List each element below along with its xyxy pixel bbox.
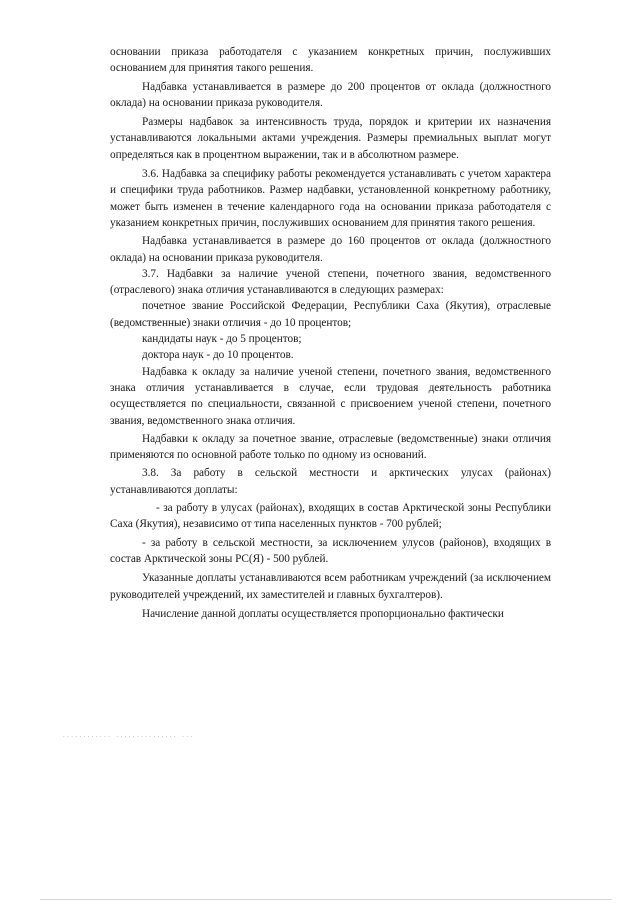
list-item-honorary-title: почетное звание Российской Федерации, Республики Саха (Якутия), отраслевые (ведомственные) знаки отличия - до 10 процентов; [110, 300, 551, 329]
paragraph-accrual: Начисление данной доплаты осуществляется пропорционально фактически [142, 607, 504, 620]
page-bottom-rule [40, 899, 612, 900]
list-item-arctic: - за работу в улусах (районах), входящих в состав Арктической зоны Республики Саха (Якутия), независимо от типа населенных пунктов - 700 рублей; [110, 502, 551, 531]
list-item-candidates: кандидаты наук - до 5 процентов; [142, 333, 302, 346]
paragraph-3-7: 3.7. Надбавки за наличие ученой степени, почетного звания, ведомственного (отраслевого) знака отличия устанавливаются в следующих размерах: [110, 267, 551, 297]
list-item-rural: - за работу в сельской местности, за исключением улусов (районов), входящих в состав Арктической зоны РС(Я) - 500 рублей. [110, 536, 551, 565]
paragraph-intensity-bonus: Размеры надбавок за интенсивность труда, порядок и критерии их назначения устанавливаются локальными актами учреждения. Размеры премиальных выплат могут определяться как в процентном выражении, так и в абсолютном размере. [110, 116, 551, 161]
paragraph-eligible-staff: Указанные доплаты устанавливаются всем работникам учреждений (за исключением руководителей учреждений, их заместителей и главных бухгалтеров). [110, 572, 551, 601]
paragraph-single-basis: Надбавки к окладу за почетное звание, отраслевые (ведомственные) знаки отличия применяются по основной работе только по одному из оснований. [110, 432, 551, 462]
paragraph-continuation: основании приказа работодателя с указанием конкретных причин, послуживших основанием для принятия такого решения. [110, 46, 551, 75]
scan-artifact-mark: ............ ............... ... [62, 732, 194, 739]
document-body [110, 44, 551, 622]
paragraph-bonus-200: Надбавка устанавливается в размере до 200 процентов от оклада (должностного оклада) на основании приказа руководителя. [110, 80, 551, 109]
paragraph-3-6: 3.6. Надбавка за специфику работы рекомендуется устанавливать с учетом характера и специфики труда работников. Размер надбавки, установленной конкретному работнику, может быть изменен в течение календарного года на основании приказа работодателя с указанием конкретных причин, послуживших основанием для принятия такого решения. [110, 168, 551, 229]
paragraph-degree-bonus: Надбавка к окладу за наличие ученой степени, почетного звания, ведомственного знака отличия устанавливается в случае, если трудовая деятельность работника осуществляется по специальности, связанной с присвоением ученой степени, почетного звания, ведомственного знака отличия. [110, 365, 551, 427]
paragraph-bonus-160: Надбавка устанавливается в размере до 160 процентов от оклада (должностного оклада) на основании приказа руководителя. [110, 235, 551, 264]
list-item-doctors: доктора наук - до 10 процентов. [142, 349, 294, 362]
paragraph-3-8: 3.8. За работу в сельской местности и арктических улусах (районах) устанавливаются доплаты: [110, 467, 551, 496]
